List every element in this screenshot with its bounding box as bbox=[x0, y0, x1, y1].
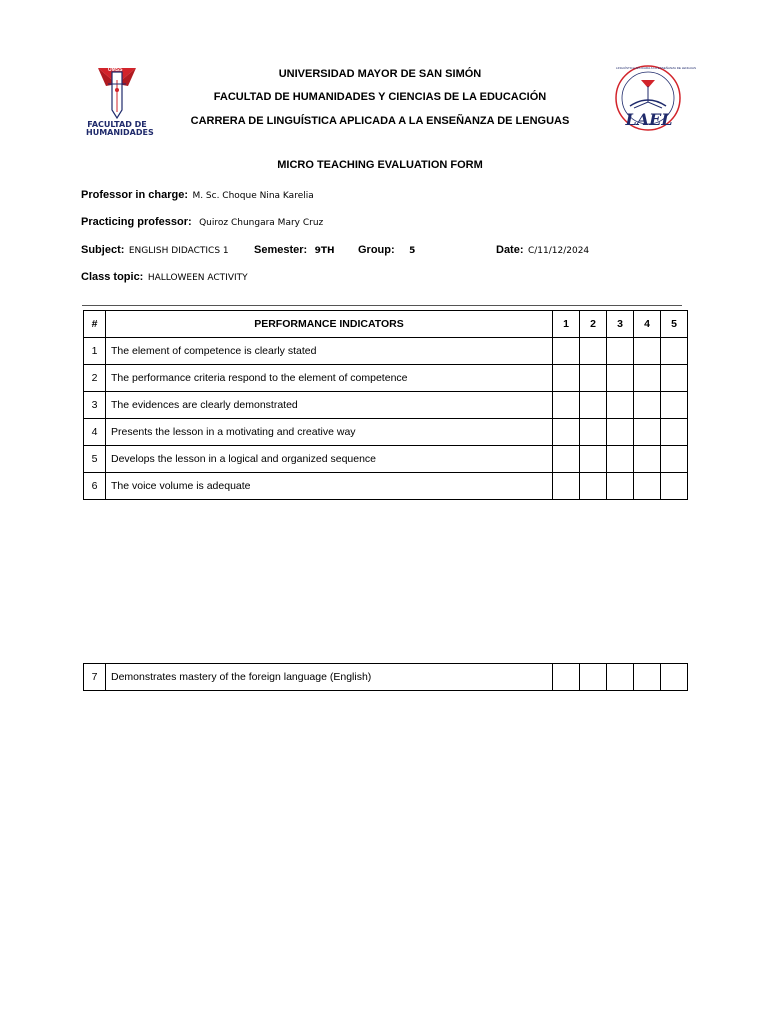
subject-field bbox=[81, 240, 229, 258]
score-cell-2[interactable] bbox=[580, 419, 607, 446]
score-cell-3[interactable] bbox=[607, 338, 634, 365]
score-cell-5[interactable] bbox=[661, 446, 688, 473]
row-number: 1 bbox=[84, 338, 106, 365]
topic-label: Class topic: bbox=[81, 271, 144, 283]
row-number: 5 bbox=[84, 446, 106, 473]
indicators-header: PERFORMANCE INDICATORS bbox=[106, 311, 553, 338]
career-name: CARRERA DE LINGUÍSTICA APLICADA A LA ENSEÑANZA DE LENGUAS bbox=[190, 115, 570, 127]
group-label: Group: bbox=[358, 244, 395, 256]
subject-value: ENGLISH DIDACTICS 1 bbox=[128, 246, 229, 256]
lael-ring-text: LINGUÍSTICA APLICADA A LA ENSEÑANZA DE LENGUAS bbox=[616, 66, 697, 70]
umss-caption-2: HUMANIDADES bbox=[86, 128, 154, 137]
university-name: UNIVERSIDAD MAYOR DE SAN SIMÓN bbox=[278, 68, 482, 80]
separator-line bbox=[82, 305, 682, 306]
indicator-text: Presents the lesson in a motivating and creative way bbox=[106, 419, 553, 446]
score-cell-1[interactable] bbox=[553, 392, 580, 419]
score-cell-1[interactable] bbox=[553, 664, 580, 691]
indicator-text: The performance criteria respond to the element of competence bbox=[106, 365, 553, 392]
semester-field bbox=[254, 240, 335, 258]
score-cell-5[interactable] bbox=[661, 419, 688, 446]
score-header-2: 2 bbox=[580, 311, 607, 338]
table-row bbox=[84, 338, 688, 365]
lael-main-text: LAEL bbox=[625, 110, 673, 129]
row-number: 6 bbox=[84, 473, 106, 500]
row-number: 3 bbox=[84, 392, 106, 419]
date-value: C/11/12/2024 bbox=[527, 246, 590, 256]
score-cell-1[interactable] bbox=[553, 338, 580, 365]
score-cell-4[interactable] bbox=[634, 392, 661, 419]
table-row bbox=[84, 664, 688, 691]
subject-label: Subject: bbox=[81, 244, 125, 256]
score-cell-3[interactable] bbox=[607, 446, 634, 473]
group-value: 5 bbox=[409, 246, 416, 256]
date-label: Date: bbox=[496, 244, 524, 256]
semester-label: Semester: bbox=[254, 244, 308, 256]
score-cell-1[interactable] bbox=[553, 446, 580, 473]
score-header-1: 1 bbox=[553, 311, 580, 338]
umss-top-text: UMSS bbox=[108, 67, 123, 73]
evaluation-table bbox=[83, 310, 688, 500]
table-row bbox=[84, 392, 688, 419]
score-cell-4[interactable] bbox=[634, 664, 661, 691]
score-cell-4[interactable] bbox=[634, 338, 661, 365]
score-cell-3[interactable] bbox=[607, 419, 634, 446]
score-cell-3[interactable] bbox=[607, 392, 634, 419]
group-field bbox=[358, 240, 415, 258]
row-number: 2 bbox=[84, 365, 106, 392]
score-cell-5[interactable] bbox=[661, 664, 688, 691]
indicator-text: Develops the lesson in a logical and organized sequence bbox=[106, 446, 553, 473]
semester-value: 9TH bbox=[314, 246, 335, 256]
lael-logo bbox=[608, 64, 697, 134]
score-cell-2[interactable] bbox=[580, 446, 607, 473]
score-cell-4[interactable] bbox=[634, 419, 661, 446]
table-row bbox=[84, 473, 688, 500]
umss-crest-icon bbox=[86, 66, 148, 122]
score-cell-5[interactable] bbox=[661, 473, 688, 500]
indicator-text: The evidences are clearly demonstrated bbox=[106, 392, 553, 419]
score-cell-4[interactable] bbox=[634, 365, 661, 392]
table-row bbox=[84, 446, 688, 473]
class-topic bbox=[81, 267, 248, 285]
table-header-row bbox=[84, 311, 688, 338]
umss-caption-1: FACULTAD DE bbox=[87, 120, 147, 129]
professor-value: M. Sc. Choque Nina Karelia bbox=[192, 191, 314, 201]
score-cell-2[interactable] bbox=[580, 392, 607, 419]
score-cell-2[interactable] bbox=[580, 473, 607, 500]
indicator-text: Demonstrates mastery of the foreign language (English) bbox=[106, 664, 553, 691]
score-cell-1[interactable] bbox=[553, 473, 580, 500]
score-cell-5[interactable] bbox=[661, 392, 688, 419]
score-cell-5[interactable] bbox=[661, 365, 688, 392]
professor-label: Professor in charge: bbox=[81, 189, 188, 201]
hash-header: # bbox=[84, 311, 106, 338]
indicator-text: The voice volume is adequate bbox=[106, 473, 553, 500]
score-cell-4[interactable] bbox=[634, 446, 661, 473]
score-cell-1[interactable] bbox=[553, 419, 580, 446]
score-header-4: 4 bbox=[634, 311, 661, 338]
score-cell-2[interactable] bbox=[580, 365, 607, 392]
umss-logo bbox=[86, 66, 154, 140]
date-field bbox=[496, 240, 589, 258]
evaluation-table-continued bbox=[83, 663, 688, 691]
table-row bbox=[84, 365, 688, 392]
score-cell-3[interactable] bbox=[607, 365, 634, 392]
topic-value: HALLOWEEN ACTIVITY bbox=[147, 273, 248, 283]
indicator-text: The element of competence is clearly stated bbox=[106, 338, 553, 365]
table-row bbox=[84, 419, 688, 446]
professor-in-charge bbox=[81, 185, 314, 203]
form-title: MICRO TEACHING EVALUATION FORM bbox=[277, 159, 483, 171]
row-number: 7 bbox=[84, 664, 106, 691]
row-number: 4 bbox=[84, 419, 106, 446]
score-cell-3[interactable] bbox=[607, 473, 634, 500]
score-header-5: 5 bbox=[661, 311, 688, 338]
score-cell-1[interactable] bbox=[553, 365, 580, 392]
score-cell-5[interactable] bbox=[661, 338, 688, 365]
score-cell-2[interactable] bbox=[580, 338, 607, 365]
score-cell-3[interactable] bbox=[607, 664, 634, 691]
score-cell-4[interactable] bbox=[634, 473, 661, 500]
faculty-name: FACULTAD DE HUMANIDADES Y CIENCIAS DE LA EDUCACIÓN bbox=[213, 91, 547, 103]
score-cell-2[interactable] bbox=[580, 664, 607, 691]
practicing-value: Quiroz Chungara Mary Cruz bbox=[199, 218, 324, 228]
score-header-3: 3 bbox=[607, 311, 634, 338]
practicing-professor bbox=[81, 212, 323, 230]
practicing-label: Practicing professor: bbox=[81, 216, 192, 228]
